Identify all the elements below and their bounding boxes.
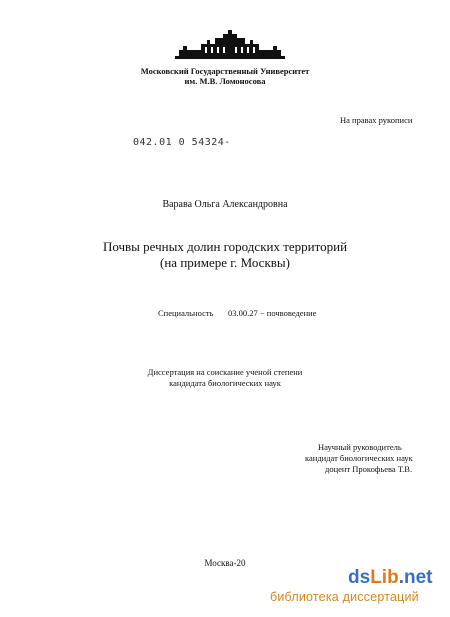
dissertation-subtitle: (на примере г. Москвы) [160, 255, 290, 270]
watermark-brand-lib: Lib [370, 567, 399, 588]
watermark-subtitle: библиотека диссертаций [270, 590, 419, 604]
advisor-name: доцент Прокофьева Т.В. [325, 464, 413, 474]
specialty-value: 03.00.27 − почвоведение [228, 308, 317, 318]
watermark-logo [348, 567, 432, 589]
author-name: Варава Ольга Александровна [162, 199, 288, 210]
dissertation-title: Почвы речных долин городских территорий [102, 239, 348, 254]
watermark-brand-net: .net [398, 567, 433, 588]
msu-building-icon [175, 30, 285, 60]
manuscript-note: На правах рукописи [340, 115, 413, 125]
watermark-brand-ds: ds [348, 567, 371, 588]
advisor-degree: кандидат биологических наук [305, 453, 413, 463]
university-name: Московский Государственный Университет [140, 66, 310, 76]
advisor-heading: Научный руководитель [318, 442, 402, 452]
degree-name: кандидата биологических наук [169, 378, 281, 388]
university-name-dedication: им. М.В. Ломоносова [184, 76, 266, 86]
degree-line: Диссертация на соискание ученой степени [147, 367, 303, 377]
city-year: Москва-20 [204, 558, 246, 568]
library-stamp-number: 042.01 0 54324- [133, 137, 231, 148]
specialty-label: Специальность [158, 308, 214, 318]
